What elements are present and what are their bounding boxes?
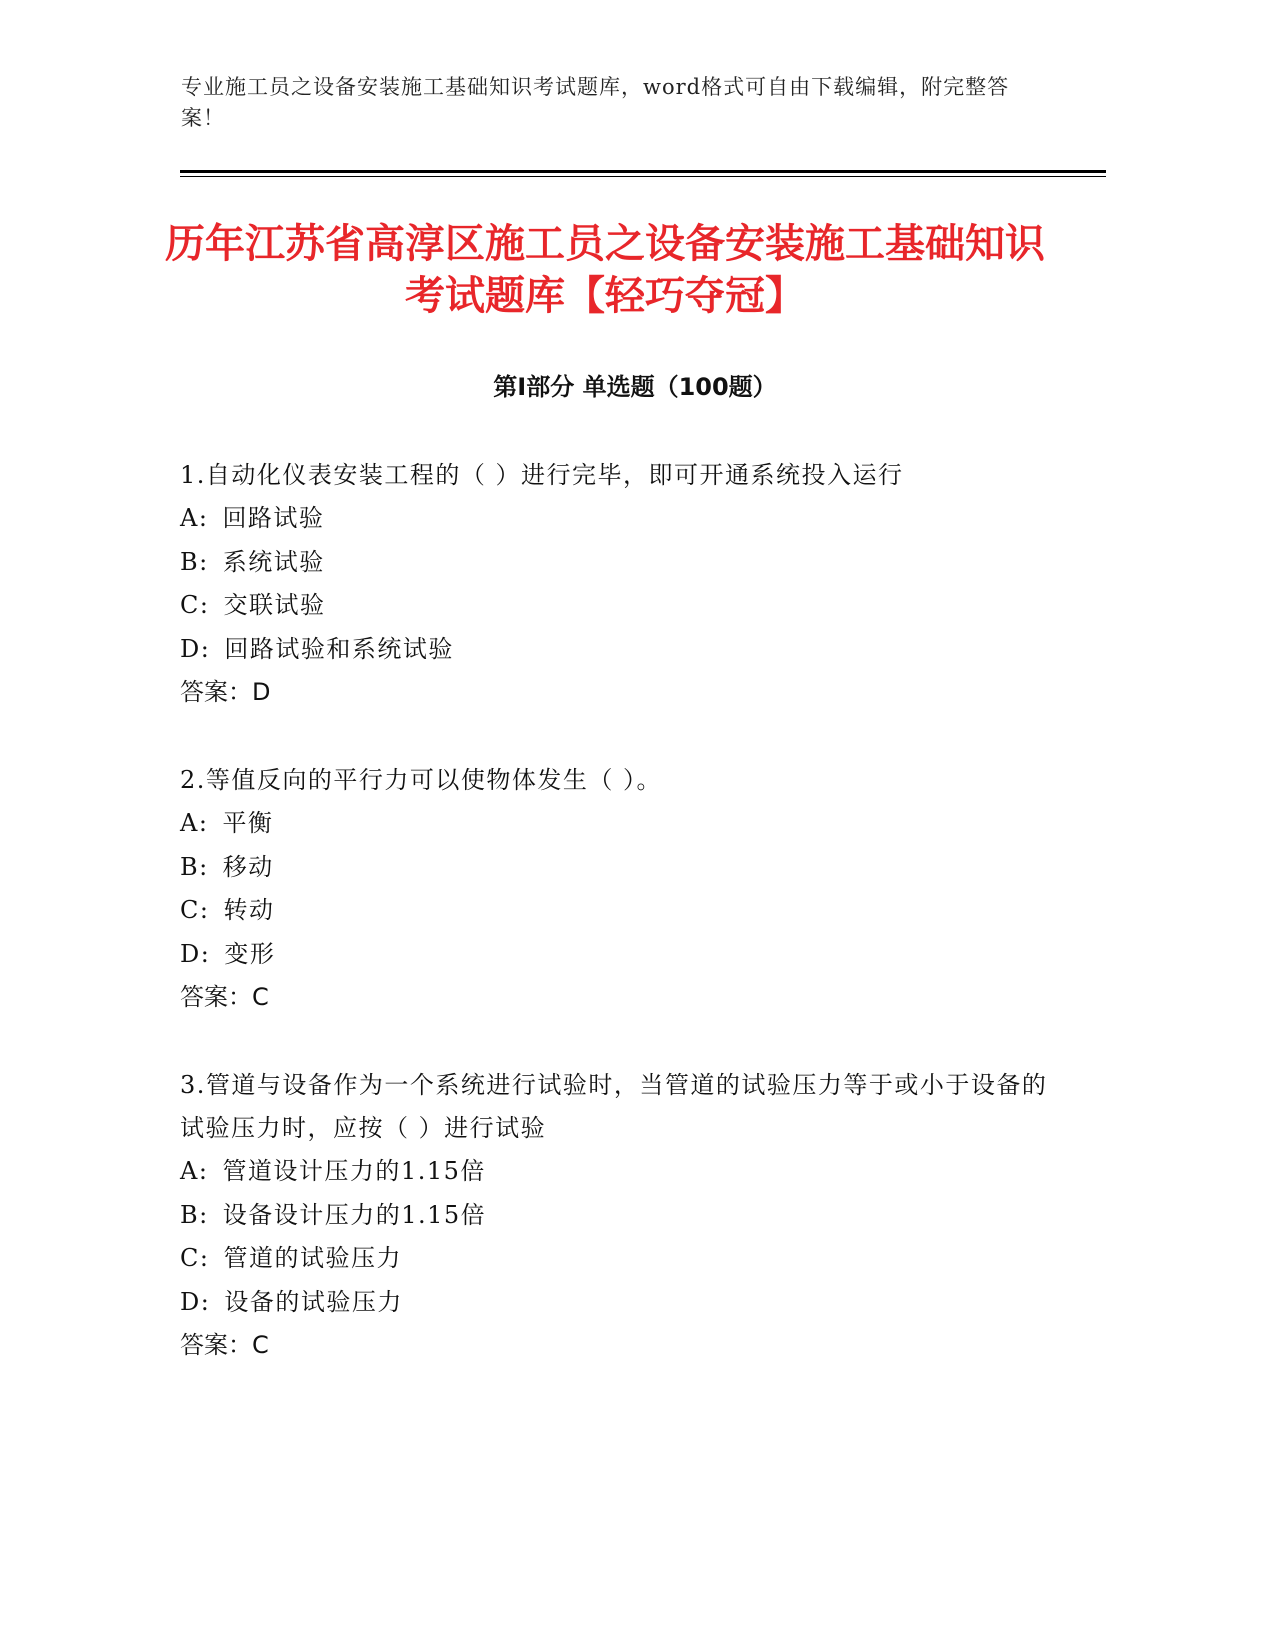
answer-value: D: [252, 678, 271, 706]
option-separator: :: [198, 1157, 209, 1185]
option-letter: D: [180, 939, 201, 968]
option-d: [180, 1281, 1060, 1325]
option-a: [180, 1150, 1060, 1194]
option-b: [180, 541, 1060, 585]
answer-line: [180, 671, 1060, 714]
question-3: [180, 1064, 1060, 1367]
option-b: [180, 1194, 1060, 1238]
option-letter: B: [180, 852, 200, 881]
option-separator: :: [199, 1200, 209, 1229]
option-separator: :: [199, 896, 210, 924]
header-rule-thin: [180, 176, 1106, 177]
option-letter: A: [180, 504, 199, 532]
option-d: [180, 933, 1060, 977]
option-text: 转动: [223, 896, 275, 924]
option-text: 变形: [224, 939, 276, 968]
option-separator: :: [200, 1287, 211, 1316]
option-separator: :: [199, 1244, 210, 1272]
option-a: [180, 497, 1060, 541]
answer-line: [180, 976, 1060, 1019]
option-text: 移动: [222, 852, 274, 881]
option-c: [180, 1237, 1060, 1281]
option-letter: C: [180, 896, 200, 924]
option-text: 回路试验: [222, 504, 325, 532]
option-separator: :: [199, 591, 210, 619]
option-separator: :: [198, 504, 209, 532]
option-text: 回路试验和系统试验: [224, 634, 454, 663]
option-letter: A: [180, 809, 199, 837]
question-stem: 2.等值反向的平行力可以使物体发生（ ）。: [180, 766, 663, 794]
question-2: [180, 759, 1060, 1019]
section-title: 第I部分 单选题（100题）: [493, 373, 777, 401]
option-letter: C: [180, 591, 200, 619]
answer-label: 答案：: [180, 983, 252, 1011]
option-a: [180, 802, 1060, 846]
question-stem: 3.管道与设备作为一个系统进行试验时，当管道的试验压力等于或小于设备的试验压力时，应按（ ）进行试验: [180, 1071, 1048, 1142]
option-letter: D: [180, 634, 201, 663]
header-note: 专业施工员之设备安装施工基础知识考试题库，word格式可自由下载编辑，附完整答案！: [181, 75, 1010, 130]
option-d: [180, 628, 1060, 672]
option-text: 管道的试验压力: [223, 1244, 402, 1272]
option-separator: :: [199, 852, 209, 881]
option-letter: C: [180, 1244, 200, 1272]
answer-label: 答案：: [180, 678, 252, 706]
option-text: 平衡: [222, 809, 274, 837]
option-text: 设备的试验压力: [224, 1287, 403, 1316]
answer-value: C: [252, 983, 269, 1011]
document-title: 历年江苏省高淳区施工员之设备安装施工基础知识考试题库【轻巧夺冠】: [165, 221, 1045, 319]
answer-line: [180, 1324, 1060, 1367]
option-letter: D: [180, 1287, 201, 1316]
answer-label: 答案：: [180, 1331, 252, 1359]
question-1: [180, 454, 1060, 714]
question-list: [180, 454, 1060, 1412]
option-text: 交联试验: [223, 591, 326, 619]
option-separator: :: [200, 939, 211, 968]
option-letter: B: [180, 1200, 200, 1229]
answer-value: C: [252, 1331, 269, 1359]
option-c: [180, 889, 1060, 933]
option-letter: A: [180, 1157, 199, 1185]
option-b: [180, 846, 1060, 890]
header-rule-thick: [180, 170, 1106, 173]
question-stem: 1.自动化仪表安装工程的（ ）进行完毕，即可开通系统投入运行: [180, 461, 904, 489]
option-text: 系统试验: [222, 547, 325, 576]
option-text: 管道设计压力的1.15倍: [222, 1157, 486, 1185]
option-separator: :: [199, 547, 209, 576]
option-letter: B: [180, 547, 200, 576]
option-separator: :: [200, 634, 211, 663]
option-c: [180, 584, 1060, 628]
option-text: 设备设计压力的1.15倍: [222, 1200, 487, 1229]
option-separator: :: [198, 809, 209, 837]
